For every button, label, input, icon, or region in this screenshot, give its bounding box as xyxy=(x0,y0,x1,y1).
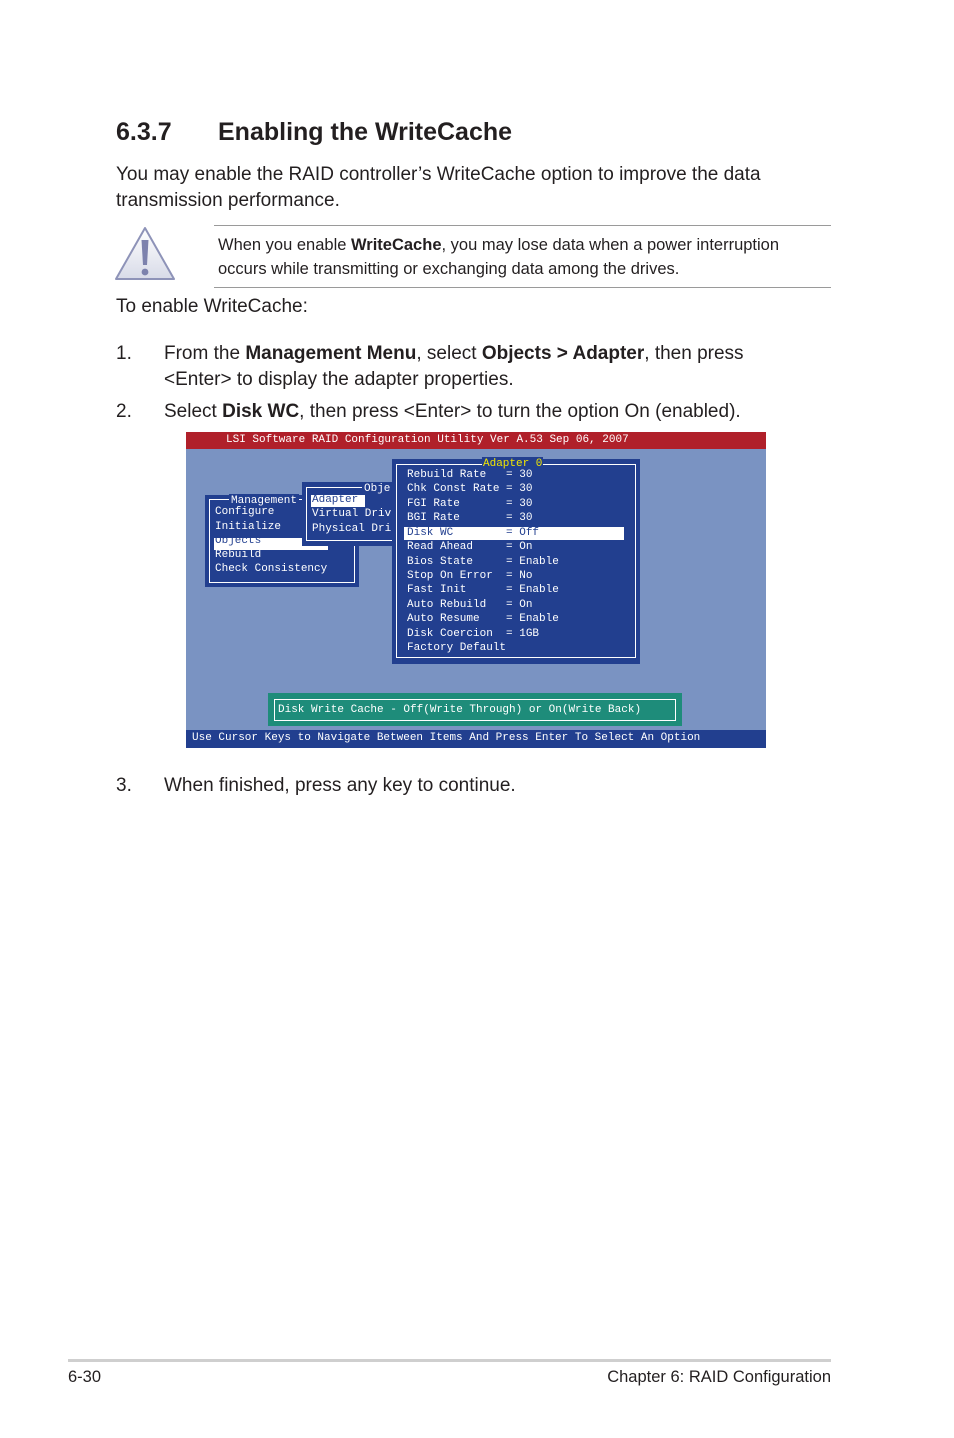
property-chk-const-rate[interactable]: Chk Const Rate = 30 xyxy=(407,483,533,495)
note-top-rule xyxy=(214,225,831,226)
menu-item-configure[interactable]: Configure xyxy=(215,506,275,518)
menu-item-virtual-drives[interactable]: Virtual Driv xyxy=(312,508,392,520)
menu-item-objects[interactable]: Objects xyxy=(215,535,262,547)
property-read-ahead[interactable]: Read Ahead = On xyxy=(407,541,533,553)
property-disk-coercion[interactable]: Disk Coercion = 1GB xyxy=(407,628,540,640)
property-auto-rebuild[interactable]: Auto Rebuild = On xyxy=(407,599,533,611)
caution-note: When you enable WriteCache, you may lose data when a power interruption occurs while transmitting or exchanging data among the drives. xyxy=(218,236,780,278)
step-number: 1. xyxy=(116,343,132,364)
menu-item-initialize[interactable]: Initialize xyxy=(215,521,282,533)
property-fast-init[interactable]: Fast Init = Enable xyxy=(407,584,559,596)
utility-title-bar: LSI Software RAID Configuration Utility Ver A.53 Sep 06, 2007 xyxy=(186,432,766,449)
objects-menu-title: Obje xyxy=(364,483,391,495)
chapter-label: Chapter 6: RAID Configuration xyxy=(607,1368,831,1386)
menu-item-rebuild[interactable]: Rebuild xyxy=(215,549,262,561)
property-bios-state[interactable]: Bios State = Enable xyxy=(407,556,559,568)
page-number: 6-30 xyxy=(68,1368,102,1386)
section-number: 6.3.7 xyxy=(116,118,172,146)
step-number: 3. xyxy=(116,775,132,796)
property-bgi-rate[interactable]: BGI Rate = 30 xyxy=(407,512,533,524)
step-number: 2. xyxy=(116,401,132,422)
section-title: Enabling the WriteCache xyxy=(218,118,513,146)
note-bottom-rule xyxy=(214,287,831,288)
menu-item-adapter[interactable]: Adapter xyxy=(312,494,359,506)
property-stop-on-error[interactable]: Stop On Error = No xyxy=(407,570,533,582)
property-auto-resume[interactable]: Auto Resume = Enable xyxy=(407,613,559,625)
menu-item-physical-drives[interactable]: Physical Dri xyxy=(312,523,392,535)
lead-text: To enable WriteCache: xyxy=(116,296,308,317)
adapter-window-title: Adapter 0 xyxy=(483,458,543,470)
warning-icon xyxy=(112,224,178,284)
step-text: When finished, press any key to continue. xyxy=(164,775,516,796)
step-text: Select Disk WC, then press <Enter> to turn the option On (enabled). xyxy=(164,401,741,422)
property-fgi-rate[interactable]: FGI Rate = 30 xyxy=(407,498,533,510)
raid-utility-screen xyxy=(186,432,766,748)
management-menu-title: Management xyxy=(231,495,298,507)
property-rebuild-rate[interactable]: Rebuild Rate = 30 xyxy=(407,469,533,481)
status-help-box xyxy=(268,693,682,726)
status-help-text: Disk Write Cache - Off(Write Through) or On(Write Back) xyxy=(278,704,642,716)
adapter-properties-window xyxy=(392,459,640,664)
footer-rule xyxy=(68,1359,831,1362)
property-disk-wc[interactable]: Disk WC = Off xyxy=(407,527,540,539)
step-text: From the Management Menu, select Objects > Adapter, then press <Enter> to display the adapter properties. xyxy=(164,343,744,390)
property-factory-default[interactable]: Factory Default xyxy=(407,642,507,654)
navigation-help-bar: Use Cursor Keys to Navigate Between Items And Press Enter To Select An Option xyxy=(186,730,766,748)
objects-menu xyxy=(302,482,402,546)
intro-paragraph: You may enable the RAID controller’s WriteCache option to improve the data transmission performance. xyxy=(116,164,761,211)
menu-item-check-consistency[interactable]: Check Consistency xyxy=(215,563,328,575)
